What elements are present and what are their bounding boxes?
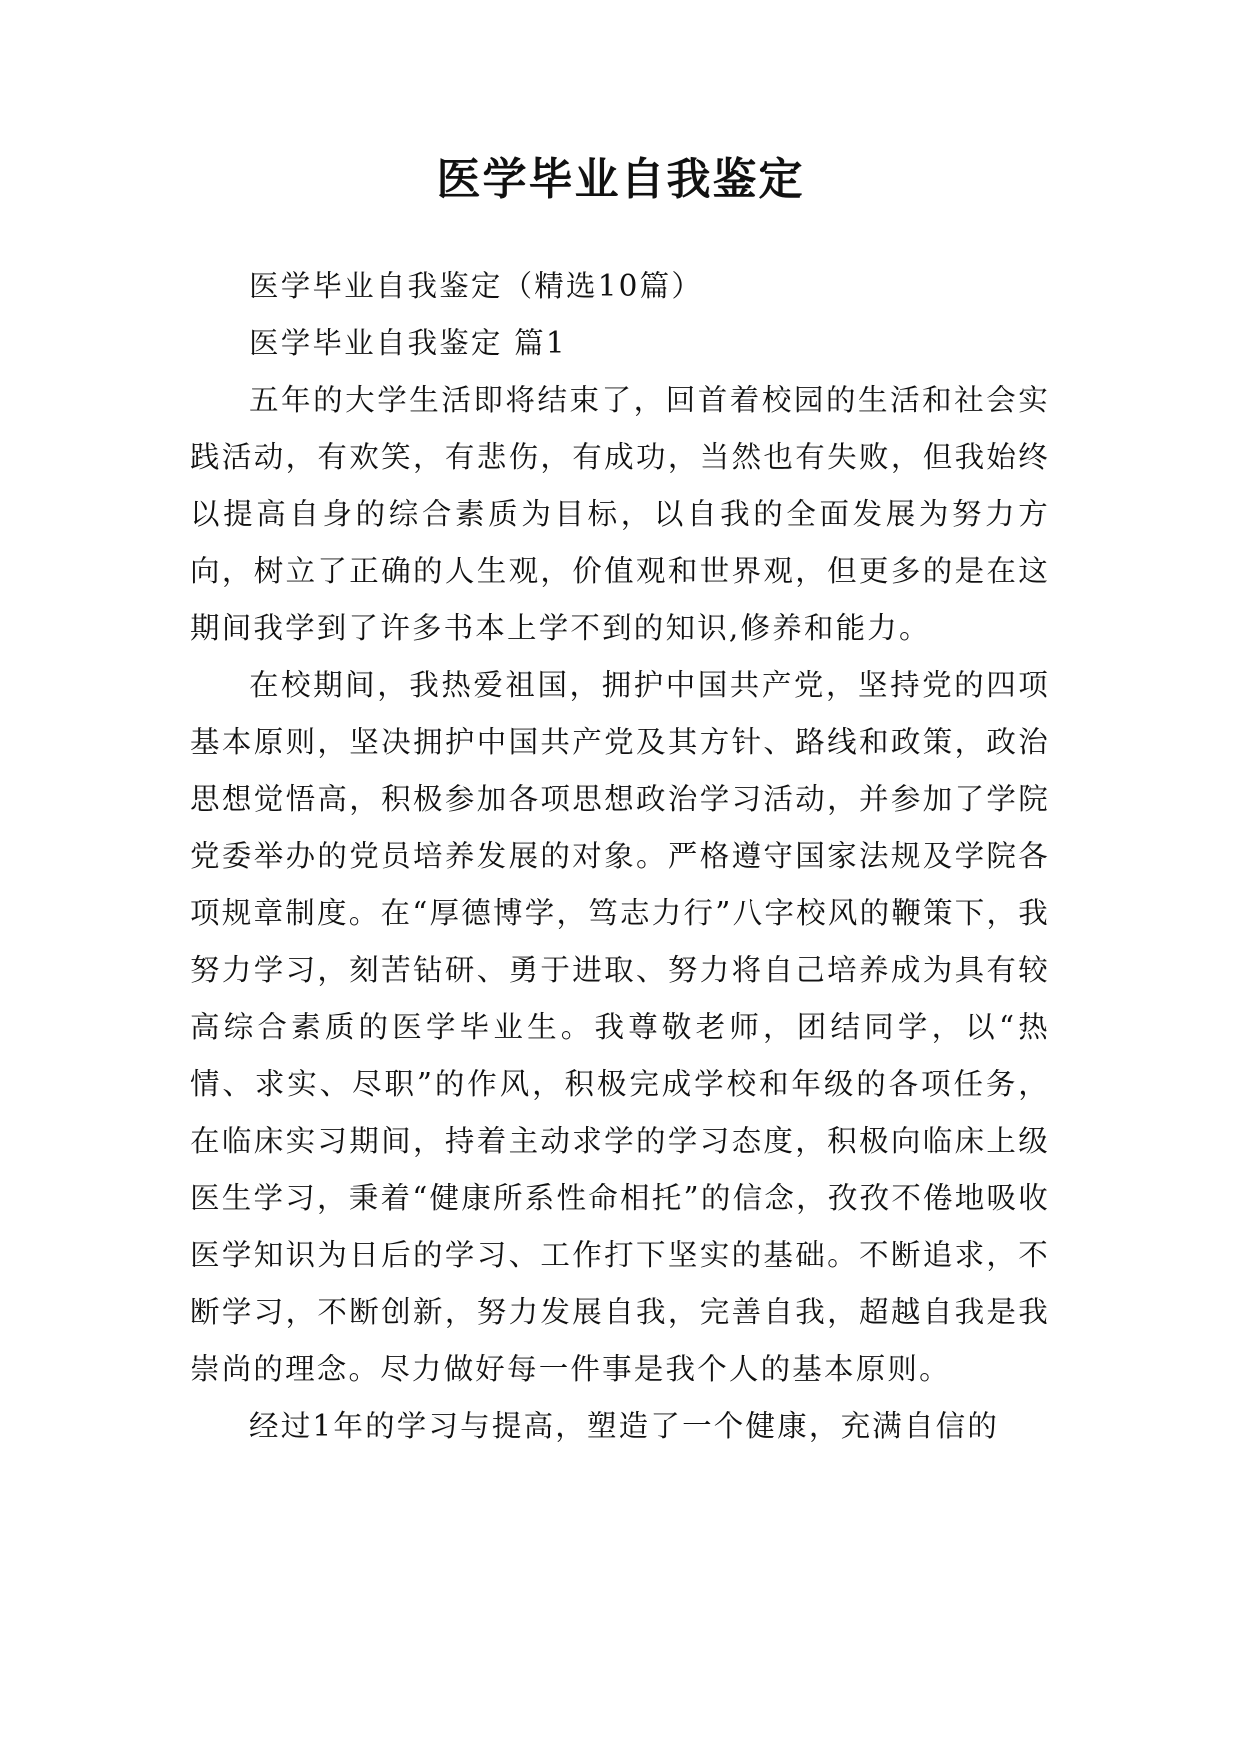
body-paragraph: 在校期间，我热爱祖国，拥护中国共产党，坚持党的四项基本原则，坚决拥护中国共产党及其方针、路线和政策，政治思想觉悟高，积极参加各项思想政治学习活动，并参加了学院党委举办的党员培养发展的对象。严格遵守国家法规及学院各项规章制度。在“厚德博学，笃志力行”八字校风的鞭策下，我努力学习，刻苦钻研、勇于进取、努力将自己培养成为具有较高综合素质的医学毕业生。我尊敬老师，团结同学，以“热情、求实、尽职”的作风，积极完成学校和年级的各项任务，在临床实习期间，持着主动求学的学习态度，积极向临床上级医生学习，秉着“健康所系性命相托”的信念，孜孜不倦地吸收医学知识为日后的学习、工作打下坚实的基础。不断追求，不断学习，不断创新，努力发展自我，完善自我，超越自我是我崇尚的理念。尽力做好每一件事是我个人的基本原则。	[190, 668, 1050, 1386]
body-paragraph: 五年的大学生活即将结束了，回首着校园的生活和社会实践活动，有欢笑，有悲伤，有成功，当然也有失败，但我始终以提高自身的综合素质为目标，以自我的全面发展为努力方向，树立了正确的人生观，价值观和世界观，但更多的是在这期间我学到了许多书本上学不到的知识,修养和能力。	[190, 383, 1050, 645]
body-paragraph: 经过1年的学习与提高，塑造了一个健康，充满自信的	[249, 1409, 1000, 1443]
document-title: 医学毕业自我鉴定	[436, 154, 805, 205]
subtitle-paragraph: 医学毕业自我鉴定（精选10篇）	[249, 269, 704, 303]
document-body	[190, 258, 1050, 1455]
section-heading-paragraph: 医学毕业自我鉴定 篇1	[249, 326, 567, 360]
